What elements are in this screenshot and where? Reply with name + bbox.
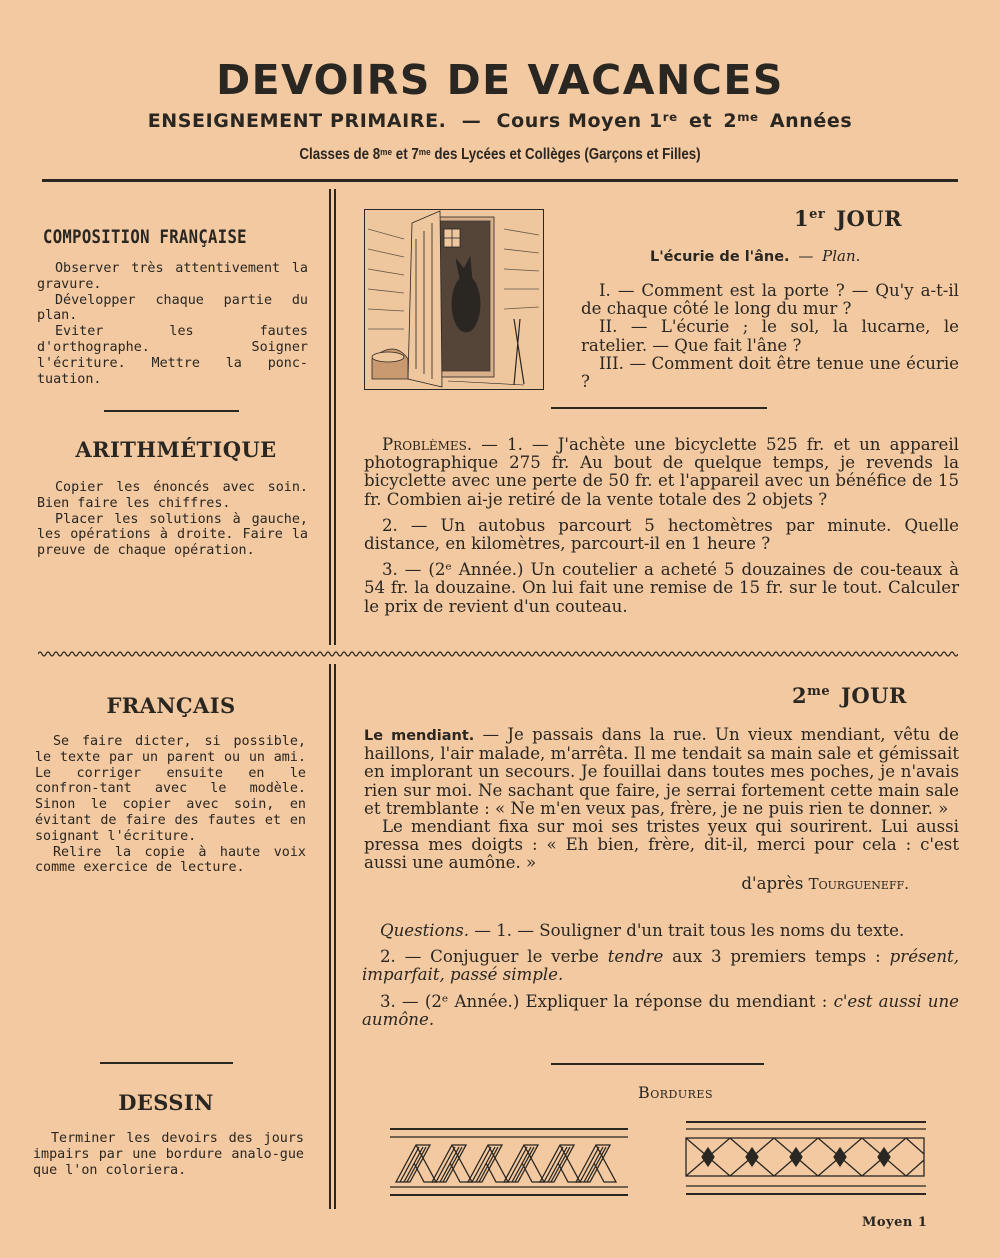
- stable-engraving-image: [364, 209, 544, 390]
- day1-number: 1: [794, 206, 810, 231]
- column-divider-right-2: [334, 664, 336, 1209]
- arithmetique-p2: Placer les solutions à gauche, les opérations à droite. Faire la preuve de chaque opération.: [37, 511, 308, 559]
- plan-item-1: I. — Comment est la porte ? — Qu'y a-t-il de chaque côté le long du mur ?: [581, 281, 959, 319]
- day1-subject-title: L'écurie de l'âne.: [650, 249, 790, 265]
- plan-item-2: II. — L'écurie ; le sol, la lucarne, le ratelier. — Que fait l'âne ?: [581, 317, 959, 355]
- classes-text-c: des Lycées et Collèges (Garçons et Filles): [430, 146, 701, 163]
- francais-p1: Se faire dicter, si possible, le texte par un parent ou un ami. Le corriger ensuite en le confron-tant avec le modèle. Sinon le copier avec soin, en évitant de faire des fautes et en soignant l'écriture.: [35, 734, 306, 844]
- dictee-p1: [364, 726, 959, 818]
- day2-title: [792, 683, 907, 708]
- classes-text-a: Classes de 8: [299, 146, 381, 163]
- composition-p1: Observer très attentivement la gravure.: [37, 261, 308, 292]
- column-divider-right: [334, 189, 336, 645]
- day1-subject-dash: —: [798, 247, 814, 265]
- questions-label: Questions.: [380, 921, 470, 940]
- author-prefix: d'après: [741, 873, 804, 893]
- day2-number: 2: [792, 683, 808, 708]
- problem-1-text: — 1. — J'achète une bicyclette 525 fr. et un appareil photographique 275 fr. Au bout de quelque temps, je revends la bicyclette avec une perte de 50 fr. et l'appareil avec un bénéfice de 15 fr. Combien ai-je retiré de la vente totale des 2 objets ?: [364, 435, 959, 509]
- problem-1: [364, 436, 959, 509]
- composition-title: COMPOSITION FRANÇAISE: [43, 226, 247, 248]
- header-rule: [42, 179, 958, 182]
- composition-p3: Eviter les fautes d'orthographe. Soigner l'écriture. Mettre la ponc-tuation.: [37, 324, 308, 387]
- subtitle-sup-1re: re: [662, 110, 678, 124]
- arithmetique-title: ARITHMÉTIQUE: [75, 437, 277, 462]
- day2-rule: [551, 1063, 764, 1065]
- subtitle-course: Cours Moyen: [496, 110, 642, 132]
- dessin-title: DESSIN: [118, 1090, 214, 1115]
- dictee-p1-text: — Je passais dans la rue. Un vieux mendiant, vêtu de haillons, l'air malade, m'arrêta. Il me tendait sa main sale et gémissait en implorant un secours. Je fouillai dans toutes mes poches, je n'avais rien sur moi. Ne sachant que faire, je serrai fortement cette main sale et tremblante : « Ne m'en veux pas, frère, je ne puis rien te donner. »: [364, 725, 959, 818]
- day1-subject: [650, 247, 860, 265]
- column-divider-left-2: [329, 664, 331, 1209]
- francais-p2: Relire la copie à haute voix comme exercice de lecture.: [35, 844, 306, 876]
- dessin-instructions: [33, 1131, 304, 1178]
- question-2: [362, 948, 959, 984]
- author-name: Tourgueneff.: [808, 874, 909, 893]
- problem-2: 2. — Un autobus parcourt 5 hectomètres par minute. Quelle distance, en kilomètres, parcourt-il en 1 heure ?: [364, 515, 959, 554]
- classes-line: [70, 146, 930, 164]
- borders-title: Bordures: [638, 1083, 713, 1102]
- subtitle-level: ENSEIGNEMENT PRIMAIRE.: [147, 110, 447, 132]
- zigzag-border-drawing: [390, 1127, 630, 1199]
- dictee-p2: Le mendiant fixa sur moi ses tristes yeux qui sourirent. Lui aussi pressa mes doigts : « Eh bien, frère, dit-il, merci pour cela : c'est aussi une aumône. »: [364, 817, 959, 873]
- day1-problems: [364, 436, 959, 616]
- sidebar-rule-2: [100, 1062, 233, 1064]
- question-2-verb: tendre: [607, 947, 664, 967]
- question-2-tenses: présent, imparfait, passé simple.: [362, 947, 959, 985]
- composition-instructions: [37, 261, 308, 387]
- classes-sup-1: me: [380, 147, 393, 158]
- page-subtitle: [0, 110, 1000, 132]
- day1-word: JOUR: [836, 206, 903, 231]
- day2-questions: [362, 922, 959, 1029]
- question-3-quote: c'est aussi une aumône.: [362, 991, 960, 1029]
- subtitle-et: et: [688, 110, 713, 132]
- classes-sup-2: me: [418, 147, 431, 158]
- composition-p2: Développer chaque partie du plan.: [37, 292, 308, 324]
- subtitle-dash: —: [461, 110, 482, 132]
- sidebar-rule-1: [104, 410, 239, 412]
- dessin-p1: Terminer les devoirs des jours impairs par une bordure analo-gue que l'on coloriera.: [33, 1131, 304, 1178]
- subtitle-annees: Années: [769, 110, 853, 132]
- page-title: DEVOIRS DE VACANCES: [216, 56, 784, 104]
- arithmetique-instructions: [37, 480, 308, 559]
- question-1-text: — 1. — Souligner d'un trait tous les noms du texte.: [474, 921, 905, 940]
- column-divider-left: [329, 189, 331, 645]
- dictee-author-line: [364, 875, 959, 893]
- classes-text-b: et 7: [392, 146, 419, 163]
- subtitle-sup-2me: me: [737, 110, 759, 124]
- day1-rule: [551, 407, 767, 409]
- problems-label: Problèmes.: [382, 435, 473, 454]
- subtitle-year2: 2: [723, 110, 738, 132]
- question-2-a: 2. — Conjuguer le verbe: [380, 947, 599, 967]
- problem-3: 3. — (2ᵉ Année.) Un coutelier a acheté 5 douzaines de cou-teaux à 54 fr. la douzaine. On lui fait une remise de 15 fr. sur le tout. Calculer le prix de revient d'un couteau.: [364, 560, 959, 616]
- plan-item-3: III. — Comment doit être tenue une écurie ?: [581, 353, 959, 392]
- day1-plan: [581, 282, 959, 391]
- day1-subject-plan: Plan.: [822, 247, 861, 265]
- question-3-a: 3. — (2ᵉ Année.) Expliquer la réponse du mendiant :: [380, 991, 828, 1011]
- day2-dictee: [364, 726, 959, 893]
- question-3: [362, 993, 959, 1029]
- dictee-title: Le mendiant.: [364, 728, 475, 744]
- question-1: [362, 922, 959, 940]
- francais-title: FRANÇAIS: [106, 693, 236, 718]
- wavy-separator: [38, 650, 958, 658]
- day2-sup: me: [807, 684, 831, 699]
- subtitle-year1: 1: [648, 110, 663, 132]
- diamond-border-drawing: [684, 1120, 928, 1198]
- day1-sup: er: [809, 207, 826, 222]
- francais-instructions: [35, 734, 306, 876]
- page-footer-label: Moyen 1: [862, 1215, 928, 1230]
- arithmetique-p1: Copier les énoncés avec soin. Bien faire les chiffres.: [37, 480, 308, 511]
- question-2-b: aux 3 premiers temps :: [672, 947, 881, 967]
- day2-word: JOUR: [841, 683, 907, 708]
- day1-title: [794, 206, 902, 231]
